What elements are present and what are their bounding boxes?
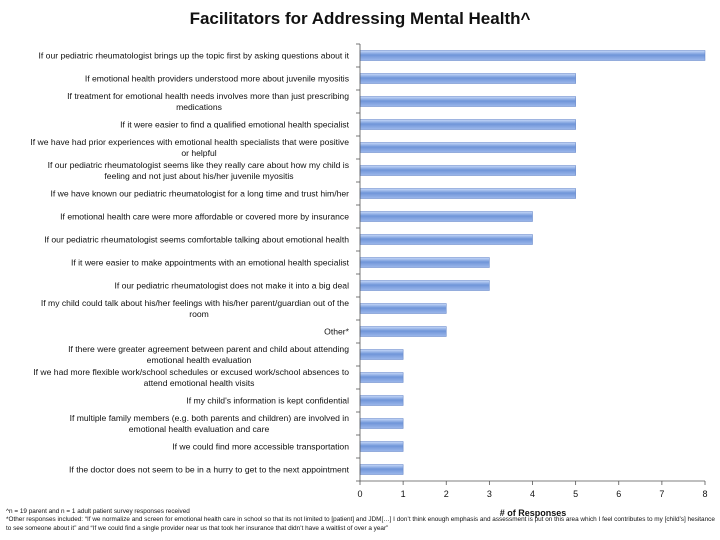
- bar-10: [360, 281, 489, 291]
- category-label-15: If my child's information is kept confidential: [186, 395, 349, 406]
- x-axis-label: # of Responses: [499, 508, 567, 518]
- x-tick-label-0: 0: [357, 489, 363, 499]
- category-label-2: If treatment for emotional health needs involves more than just prescribing: [67, 91, 349, 101]
- category-label-4-line-1: or helpful: [181, 148, 217, 158]
- x-tick-label-3: 3: [486, 489, 492, 499]
- bar-12: [360, 327, 446, 337]
- category-label-2-line-1: medications: [176, 102, 222, 112]
- bar-9: [360, 258, 489, 268]
- bar-15: [360, 396, 403, 406]
- footnotes: [6, 508, 718, 533]
- chart-title: Facilitators for Addressing Mental Health^: [189, 9, 531, 28]
- category-label-5-line-1: feeling and not just about his/her juvenile myositis: [104, 171, 294, 181]
- footnote-sample-size: ^n = 19 parent and n = 1 adult patient survey responses received: [6, 508, 190, 515]
- category-label-10: If our pediatric rheumatologist does not make it into a big deal: [114, 280, 349, 291]
- category-label-9: If it were easier to make appointments with an emotional health specialist: [70, 257, 349, 268]
- category-label-13: If there were greater agreement between parent and child about attending: [68, 344, 349, 354]
- category-label-4: If we have had prior experiences with emotional health specialists that were positive: [30, 137, 349, 147]
- category-label-3: If it were easier to find a qualified emotional health specialist: [120, 119, 349, 130]
- category-label-14-line-1: attend emotional health visits: [143, 378, 255, 388]
- category-label-18: If the doctor does not seem to be in a hurry to get to the next appointment: [69, 464, 349, 475]
- category-label-14: If we had more flexible work/school schedules or excused work/school absences to: [33, 367, 349, 377]
- bar-13: [360, 350, 403, 360]
- bar-2: [360, 97, 576, 107]
- x-tick-label-5: 5: [573, 489, 579, 499]
- category-label-16: If multiple family members (e.g. both parents and children) are involved in: [69, 413, 349, 423]
- bar-1: [360, 74, 576, 84]
- category-labels-group: [30, 51, 349, 475]
- x-tick-label-8: 8: [702, 489, 708, 499]
- bar-11: [360, 304, 446, 314]
- category-label-17: If we could find more accessible transportation: [172, 441, 349, 452]
- category-label-1: If emotional health providers understood more about juvenile myositis: [84, 73, 349, 84]
- bar-16: [360, 419, 403, 429]
- category-label-6: If we have known our pediatric rheumatologist for a long time and trust him/her: [50, 188, 349, 199]
- category-label-11-line-1: room: [189, 309, 209, 319]
- footnote-other-responses: *Other responses included: “If we normalize and screen for emotional health care in school so that its not limited to [patient] and JDM[…] I don’t think enough emphasis and assessment is put on this area which I feel contributes to my [child’s] hesitance to see someone about it” and “If we could find a single provider near us that took her insurance that didn’t have a waitlist of over a year”: [6, 516, 715, 532]
- bar-3: [360, 120, 576, 130]
- bars-group: [360, 51, 705, 475]
- category-label-5: If our pediatric rheumatologist seems like they really care about how my child is: [47, 160, 349, 170]
- x-tick-label-4: 4: [529, 489, 536, 499]
- bar-14: [360, 373, 403, 383]
- category-label-0: If our pediatric rheumatologist brings up the topic first by asking questions about it: [38, 50, 349, 61]
- category-label-7: If emotional health care were more affordable or covered more by insurance: [60, 211, 349, 222]
- category-label-8: If our pediatric rheumatologist seems comfortable talking about emotional health: [44, 234, 349, 245]
- category-label-13-line-1: emotional health evaluation: [146, 355, 252, 365]
- x-tick-label-1: 1: [400, 489, 406, 499]
- axes-group: [356, 44, 708, 499]
- bar-17: [360, 442, 403, 452]
- bar-5: [360, 166, 576, 176]
- bar-8: [360, 235, 533, 245]
- bar-0: [360, 51, 705, 61]
- category-label-16-line-1: emotional health evaluation and care: [128, 424, 270, 434]
- category-label-11: If my child could talk about his/her feelings with his/her parent/guardian out of the: [40, 298, 349, 308]
- x-tick-label-7: 7: [659, 489, 665, 499]
- x-tick-label-6: 6: [616, 489, 622, 499]
- category-label-12: Other*: [324, 326, 349, 337]
- bar-4: [360, 143, 576, 153]
- bar-6: [360, 189, 576, 199]
- bar-7: [360, 212, 533, 222]
- x-tick-label-2: 2: [443, 489, 449, 499]
- bar-18: [360, 465, 403, 475]
